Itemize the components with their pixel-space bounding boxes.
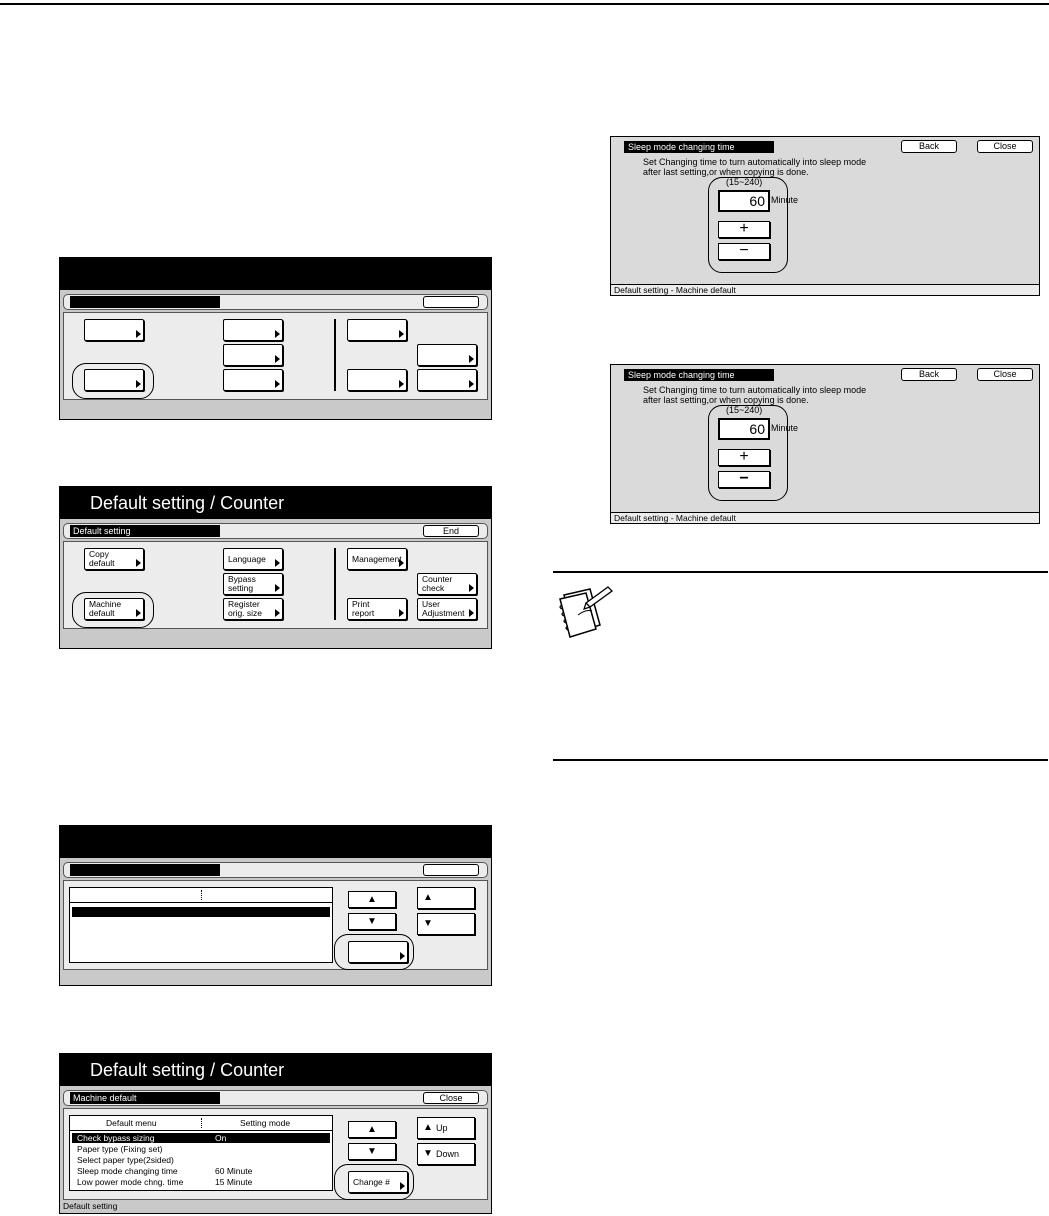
- default-setting-panel: [59, 486, 492, 649]
- list-header: [70, 888, 332, 903]
- counter-check-button[interactable]: [417, 344, 477, 366]
- up-button[interactable]: [417, 887, 475, 909]
- description: Set Changing time to turn automatically into sleep mode after last setting,or when copying is done.: [643, 157, 867, 177]
- change-button[interactable]: Change #: [348, 1171, 408, 1193]
- bar-title: Default setting: [70, 525, 220, 537]
- panel-header: [60, 258, 491, 290]
- print-report-button[interactable]: [347, 369, 407, 391]
- scroll-down-button[interactable]: ▼: [348, 913, 396, 930]
- panel-header: Default setting / Counter: [60, 1054, 491, 1086]
- back-button[interactable]: Back: [901, 140, 957, 153]
- list-item[interactable]: Select paper type(2sided): [77, 1155, 174, 1165]
- minus-button[interactable]: −: [718, 243, 770, 260]
- title-bar: [63, 294, 488, 310]
- up-triangle-icon: ▲: [423, 892, 433, 903]
- language-button[interactable]: Language: [223, 548, 283, 570]
- scroll-up-button[interactable]: ▲: [348, 891, 396, 908]
- machine-default-panel: [59, 1053, 492, 1214]
- machine-default-button[interactable]: Machine default: [84, 598, 144, 620]
- register-orig-size-button[interactable]: Register orig. size: [223, 598, 283, 620]
- panel-header: Default setting / Counter: [60, 487, 491, 519]
- list-item[interactable]: Low power mode chng. time 15 Minute: [77, 1177, 253, 1187]
- bar-title: Machine default: [70, 1092, 220, 1104]
- back-button[interactable]: Back: [901, 368, 957, 381]
- status-bar: Default setting - Machine default: [611, 284, 1039, 295]
- unit-label: Minute: [771, 195, 799, 205]
- down-triangle-icon: ▼: [423, 1148, 433, 1159]
- end-button[interactable]: [423, 296, 479, 308]
- divider: [334, 319, 336, 391]
- title-bar: [63, 862, 488, 878]
- panel-header: [60, 826, 491, 858]
- scroll-up-button[interactable]: ▲: [348, 1121, 396, 1138]
- down-button[interactable]: [417, 913, 475, 935]
- bypass-setting-button[interactable]: Bypass setting: [223, 573, 283, 595]
- sleep-mode-panel-1: [610, 136, 1040, 296]
- col-default-menu: Default menu: [106, 1118, 157, 1128]
- range-label: (15~240): [726, 177, 763, 187]
- sleep-mode-panel-2: [610, 364, 1040, 524]
- minus-button[interactable]: −: [718, 471, 770, 488]
- title-bar: [63, 523, 488, 539]
- sleep-title: Sleep mode changing time: [624, 141, 774, 153]
- list-item[interactable]: Check bypass sizing On: [72, 1133, 330, 1143]
- top-rule: [0, 3, 1049, 5]
- minute-value: 60: [718, 418, 770, 440]
- title-bar: [63, 1090, 488, 1106]
- plus-button[interactable]: +: [718, 449, 770, 466]
- user-adjustment-button[interactable]: User Adjustment: [417, 598, 477, 620]
- management-button[interactable]: Management: [347, 548, 407, 570]
- close-button[interactable]: Close: [977, 368, 1033, 381]
- change-button[interactable]: [348, 941, 408, 963]
- plus-button[interactable]: +: [718, 221, 770, 238]
- down-triangle-icon: ▼: [423, 918, 433, 929]
- end-button[interactable]: End: [423, 525, 479, 537]
- copy-default-button[interactable]: Copy default: [84, 548, 144, 570]
- register-orig-size-button[interactable]: [223, 369, 283, 391]
- user-adjustment-button[interactable]: [417, 369, 477, 391]
- default-setting-panel-blank: [59, 257, 492, 420]
- copy-default-button[interactable]: [84, 319, 144, 341]
- up-triangle-icon: ▲: [423, 1122, 433, 1133]
- machine-default-panel-blank: [59, 825, 492, 986]
- col-setting-mode: Setting mode: [240, 1118, 291, 1128]
- scroll-down-button[interactable]: ▼: [348, 1143, 396, 1160]
- note-bottom-rule: [553, 759, 1048, 761]
- description: Set Changing time to turn automatically into sleep mode after last setting,or when copying is done.: [643, 385, 867, 405]
- machine-default-button[interactable]: [84, 369, 144, 391]
- list-item[interactable]: [72, 907, 330, 917]
- unit-label: Minute: [771, 423, 799, 433]
- print-report-button[interactable]: Print report: [347, 598, 407, 620]
- close-button[interactable]: Close: [977, 140, 1033, 153]
- bypass-setting-button[interactable]: [223, 344, 283, 366]
- language-button[interactable]: [223, 319, 283, 341]
- bar-title: [70, 296, 220, 308]
- list-header: [70, 1116, 332, 1131]
- settings-list: [69, 887, 333, 963]
- close-button[interactable]: Close: [423, 1092, 479, 1104]
- bar-title: [70, 864, 220, 876]
- note-top-rule: [553, 571, 1048, 573]
- sleep-title: Sleep mode changing time: [624, 369, 774, 381]
- notepad-icon: [556, 585, 616, 641]
- settings-list: [69, 1115, 333, 1191]
- minute-value: 60: [718, 190, 770, 212]
- up-button[interactable]: ▲ Up: [417, 1117, 475, 1139]
- close-button[interactable]: [423, 864, 479, 876]
- range-label: (15~240): [726, 405, 763, 415]
- status-bar: Default setting - Machine default: [611, 512, 1039, 523]
- list-item[interactable]: Paper type (Fixing set): [77, 1144, 163, 1154]
- down-button[interactable]: ▼ Down: [417, 1143, 475, 1165]
- divider: [334, 548, 336, 620]
- management-button[interactable]: [347, 319, 407, 341]
- list-item[interactable]: Sleep mode changing time 60 Minute: [77, 1166, 253, 1176]
- status-bar: Default setting: [63, 1201, 118, 1211]
- counter-check-button[interactable]: Counter check: [417, 573, 477, 595]
